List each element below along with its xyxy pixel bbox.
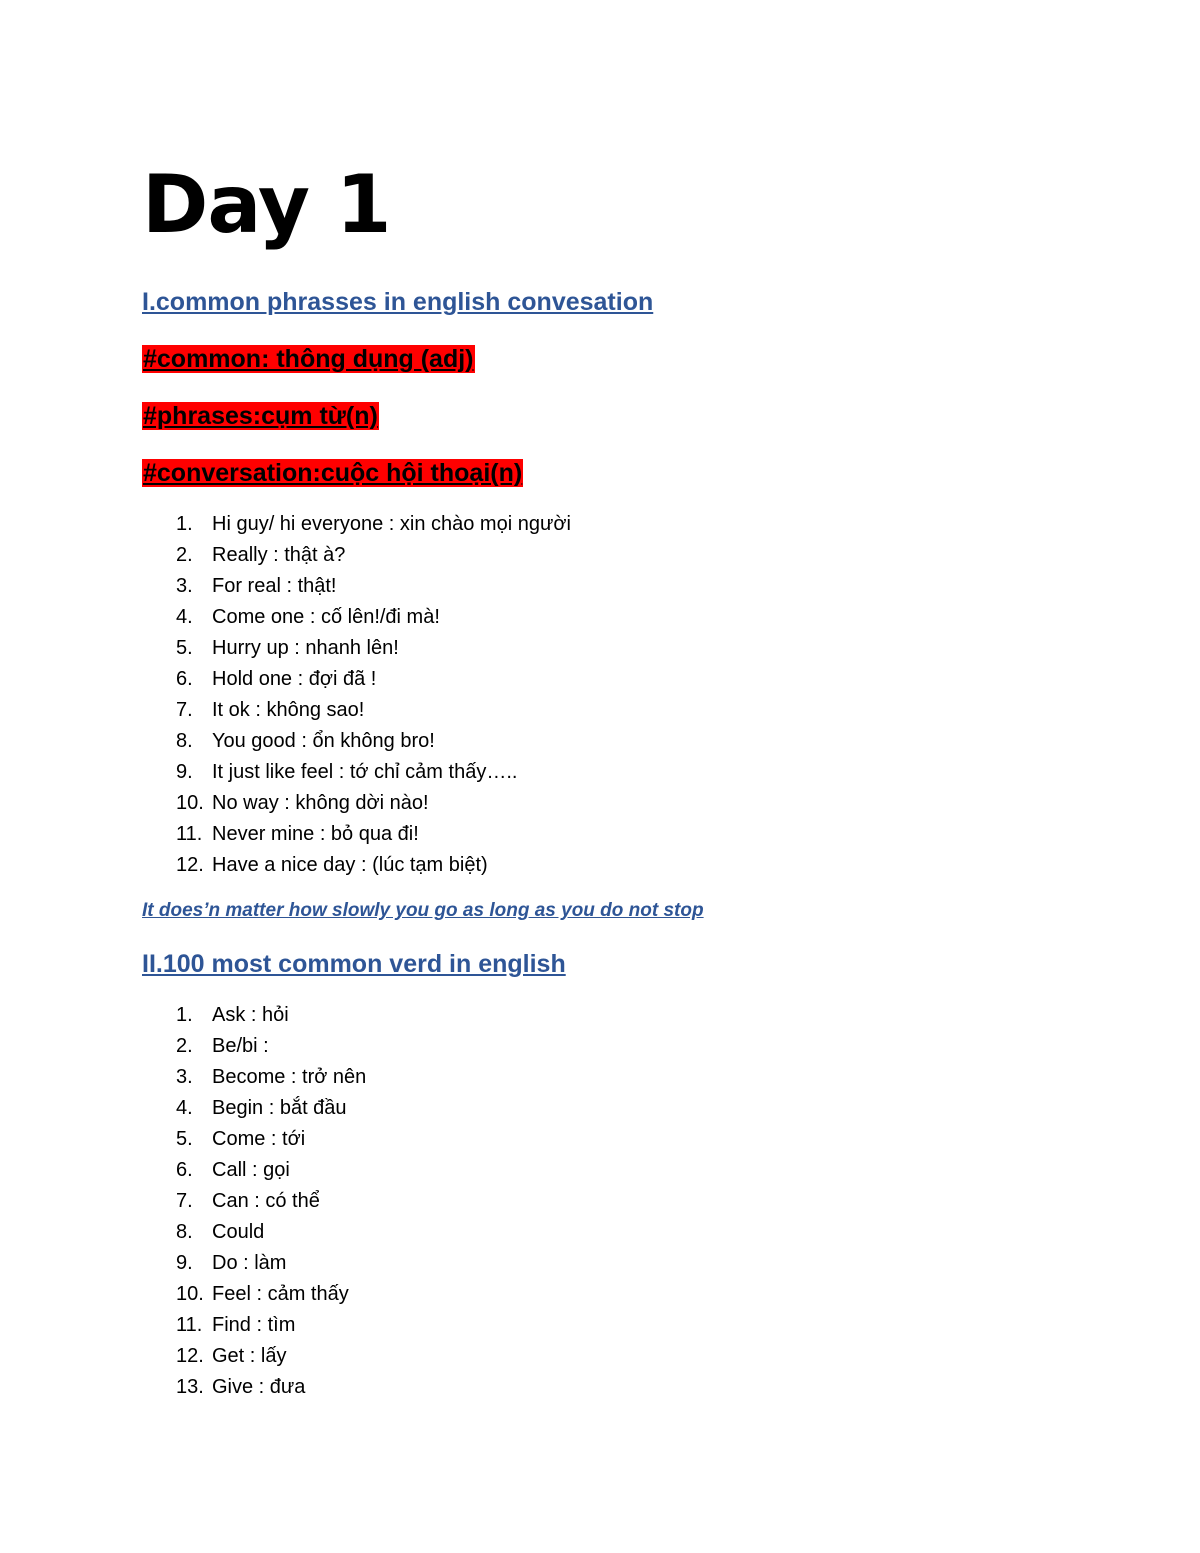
item-text: Begin : bắt đầu	[212, 1097, 347, 1119]
item-number: 7.	[176, 1190, 193, 1212]
item-number: 1.	[176, 1004, 193, 1026]
item-number: 10.	[176, 1283, 204, 1305]
motivational-quote: It does’n matter how slowly you go as long as you do not stop	[142, 900, 704, 921]
vocab-note-text: #conversation:cuộc hội thoại(n)	[143, 459, 523, 487]
item-number: 9.	[176, 1252, 193, 1274]
item-text: It just like feel : tớ chỉ cảm thấy…..	[212, 761, 518, 783]
item-number: 3.	[176, 575, 193, 597]
item-text: Call : gọi	[212, 1159, 290, 1181]
item-text: Come : tới	[212, 1128, 306, 1150]
item-number: 8.	[176, 1221, 193, 1243]
vocab-note	[142, 343, 475, 375]
item-number: 2.	[176, 1035, 193, 1057]
item-number: 5.	[176, 637, 193, 659]
item-text: Get : lấy	[212, 1345, 287, 1367]
item-number: 10.	[176, 792, 204, 814]
item-text: Never mine : bỏ qua đi!	[212, 823, 419, 845]
item-text: No way : không dời nào!	[212, 792, 429, 814]
item-text: Hi guy/ hi everyone : xin chào mọi người	[212, 513, 571, 535]
vocab-note	[142, 457, 523, 489]
item-number: 3.	[176, 1066, 193, 1088]
item-number: 2.	[176, 544, 193, 566]
section-2-heading: II.100 most common verd in english	[142, 950, 566, 978]
item-number: 7.	[176, 699, 193, 721]
item-text: Find : tìm	[212, 1314, 296, 1336]
item-text: You good : ổn không bro!	[212, 730, 435, 752]
vocab-note-text: #common: thông dụng (adj)	[143, 345, 474, 373]
item-text: It ok : không sao!	[212, 699, 365, 721]
item-number: 12.	[176, 854, 204, 876]
page-title: Day 1	[142, 158, 391, 251]
item-text: Ask : hỏi	[212, 1004, 289, 1026]
item-text: Become : trở nên	[212, 1066, 367, 1088]
item-number: 1.	[176, 513, 193, 535]
vocab-note	[142, 400, 379, 432]
item-number: 4.	[176, 606, 193, 628]
vocab-note-text: #phrases:cụm từ(n)	[143, 402, 378, 430]
item-number: 6.	[176, 1159, 193, 1181]
item-text: Come one : cố lên!/đi mà!	[212, 606, 440, 628]
item-number: 11.	[176, 1314, 203, 1336]
item-text: Hurry up : nhanh lên!	[212, 637, 399, 659]
item-text: Can : có thể	[212, 1190, 320, 1212]
item-number: 4.	[176, 1097, 193, 1119]
section-1-heading: I.common phrasses in english convesation	[142, 288, 654, 316]
item-number: 6.	[176, 668, 193, 690]
item-text: Give : đưa	[212, 1376, 306, 1398]
item-text: For real : thật!	[212, 575, 337, 597]
item-number: 8.	[176, 730, 193, 752]
item-number: 5.	[176, 1128, 193, 1150]
item-text: Could	[212, 1221, 265, 1243]
item-number: 12.	[176, 1345, 204, 1367]
item-text: Be/bi :	[212, 1035, 269, 1057]
item-number: 9.	[176, 761, 193, 783]
item-text: Really : thật à?	[212, 544, 346, 566]
item-text: Do : làm	[212, 1252, 287, 1274]
item-number: 11.	[176, 823, 203, 845]
item-number: 13.	[176, 1376, 204, 1398]
item-text: Have a nice day : (lúc tạm biệt)	[212, 854, 488, 876]
item-text: Hold one : đợi đã !	[212, 668, 377, 690]
item-text: Feel : cảm thấy	[212, 1283, 349, 1305]
